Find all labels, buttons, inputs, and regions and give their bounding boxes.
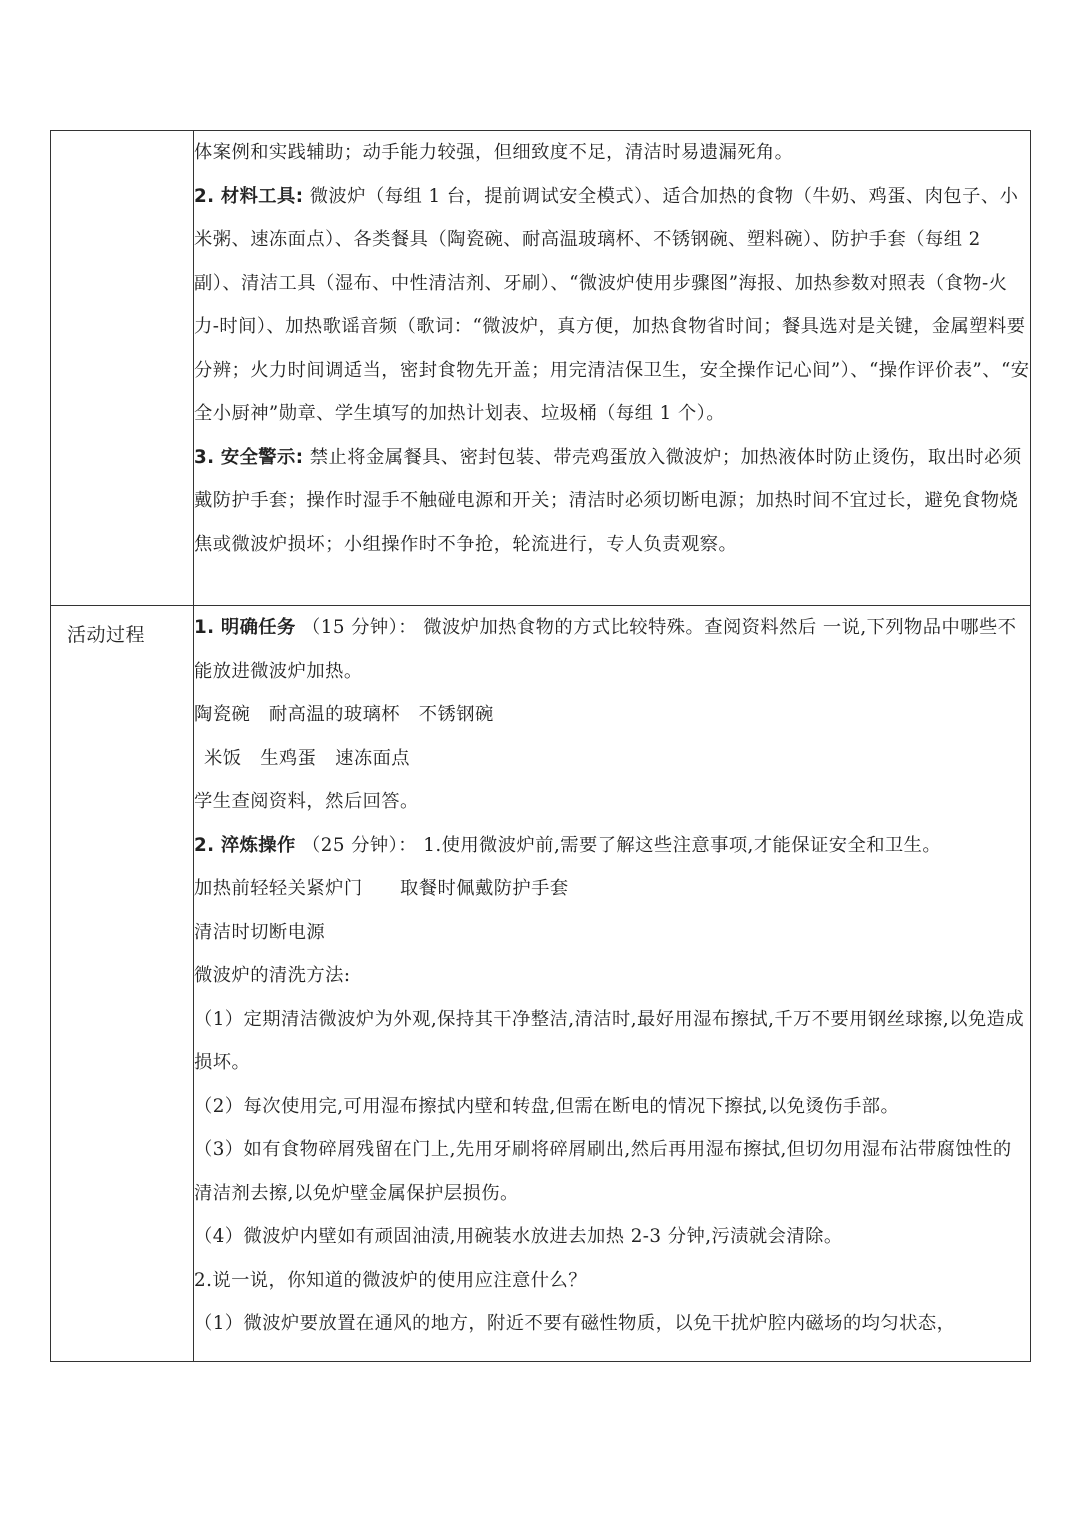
student-answer-text: 学生查阅资料，然后回答。: [194, 791, 419, 812]
task-text: 微波炉加热食物的方式比较特殊。查阅资料然后 一说,下列物品中哪些不能放进微波炉加热。: [194, 617, 1017, 682]
activity-process-label: 活动过程: [67, 624, 146, 646]
cleaning-step-1: （1）定期清洁微波炉为外观,保持其干净整洁,清洁时,最好用湿布擦拭,千万不要用钢丝球擦,以免造成损坏。: [194, 1008, 1025, 1073]
practice-text: 1.使用微波炉前,需要了解这些注意事项,才能保证安全和卫生。: [423, 834, 942, 856]
task-paragraph: [194, 606, 1030, 693]
cleaning-step-3: （3）如有食物碎屑残留在门上,先用牙刷将碎屑刷出,然后再用湿布擦拭,但切勿用湿布沾带腐蚀性的清洁剂去擦,以免炉壁金属保护层损伤。: [194, 1139, 1012, 1204]
task-title: 明确任务: [220, 617, 296, 638]
practice-time: （25 分钟）：: [302, 834, 417, 856]
cleaning-method-title: 微波炉的清洗方法:: [194, 965, 351, 986]
safety-title: 安全警示:: [220, 446, 304, 468]
activity-content-cell: [194, 606, 1031, 1362]
safety-text: 禁止将金属餐具、密封包装、带壳鸡蛋放入微波炉；加热液体时防止烫伤，取出时必须戴防护手套；操作时湿手不触碰电源和开关；清洁时必须切断电源；加热时间不宜过长，避免食物烧焦或微波炉损坏；小组操作时不争抢，轮流进行，专人负责观察。: [194, 446, 1022, 555]
practice-title: 淬炼操作: [220, 834, 296, 856]
materials-paragraph: [194, 175, 1030, 436]
item-list-line-2: 米饭 生鸡蛋 速冻面点: [204, 747, 411, 769]
tips-line-2: 清洁时切断电源: [194, 921, 326, 943]
materials-content-cell: [194, 131, 1031, 606]
task-time: （15 分钟）：: [302, 617, 417, 638]
row-label-empty: [51, 131, 193, 139]
cleaning-step-4: （4）微波炉内壁如有顽固油渍,用碗装水放进去加热 2-3 分钟,污渍就会清除。: [194, 1226, 843, 1247]
materials-number: 2.: [194, 185, 215, 207]
tips-line-1: 加热前轻轻关紧炉门 取餐时佩戴防护手套: [194, 878, 569, 899]
discussion-question: 2.说一说，你知道的微波炉的使用应注意什么？: [194, 1269, 587, 1291]
task-number: 1.: [194, 617, 215, 638]
materials-text: 微波炉（每组 1 台，提前调试安全模式）、适合加热的食物（牛奶、鸡蛋、肉包子、小米粥、速冻面点）、各类餐具（陶瓷碗、耐高温玻璃杯、不锈钢碗、塑料碗）、防护手套（每组 2 副）、清洁工具（湿布、中性清洁剂、牙刷）、“微波炉使用步骤图”海报、加热参数对照表（食物-火力-时间）、加热歌谣音频（歌词：“微波炉，真方便，加热食物省时间；餐具选对是关键，金属塑料要分辨；火力时间调适当，密封食物先开盖；用完清洁保卫生，安全操作记心间”）、“操作评价表”、“安全小厨神”勋章、学生填写的加热计划表、垃圾桶（每组 1 个）。: [194, 185, 1030, 424]
row-label-cell-activity: [51, 606, 194, 1362]
materials-row: [51, 131, 1031, 606]
activity-process-row: [51, 606, 1031, 1362]
row-label-cell-empty: [51, 131, 194, 606]
safety-number: 3.: [194, 446, 215, 468]
safety-paragraph: [194, 436, 1030, 567]
continued-paragraph: 体案例和实践辅助；动手能力较强，但细致度不足，清洁时易遗漏死角。: [194, 142, 794, 163]
practice-number: 2.: [194, 834, 215, 856]
practice-paragraph: [194, 824, 1030, 868]
discussion-answer-1: （1）微波炉要放置在通风的地方，附近不要有磁性物质，以免干扰炉腔内磁场的均匀状态，: [194, 1313, 956, 1334]
cleaning-step-2: （2）每次使用完,可用湿布擦拭内壁和转盘,但需在断电的情况下擦拭,以免烫伤手部。: [194, 1095, 900, 1117]
materials-title: 材料工具:: [220, 185, 304, 207]
lesson-plan-table: [50, 130, 1031, 1362]
item-list-line-1: 陶瓷碗 耐高温的玻璃杯 不锈钢碗: [194, 704, 494, 725]
